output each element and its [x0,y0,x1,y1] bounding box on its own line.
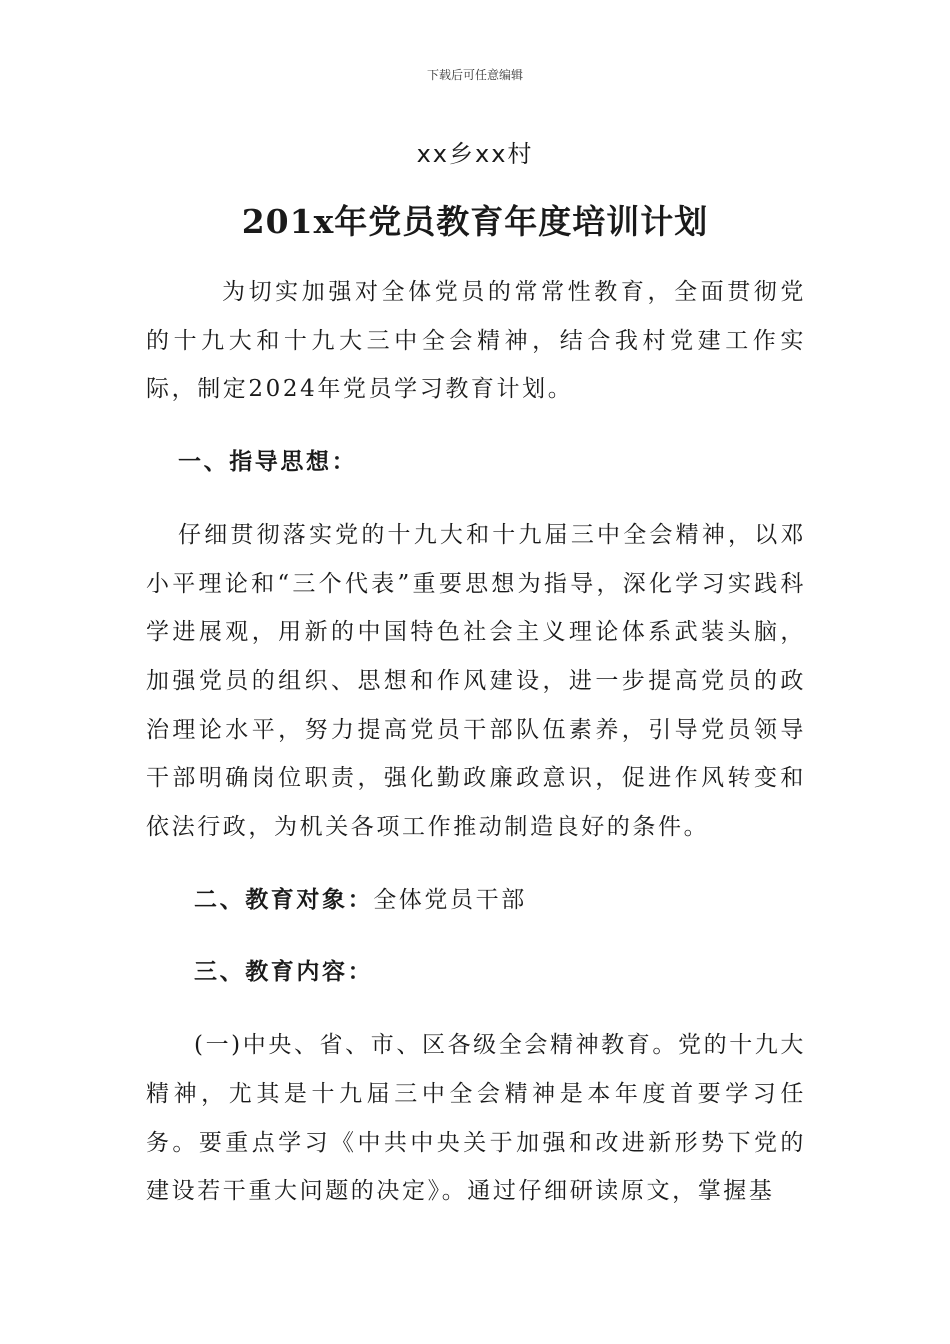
section1-paragraph: 仔细贯彻落实党的十九大和十九届三中全会精神，以邓小平理论和“三个代表”重要思想为指导，深化学习实践科学进展观，用新的中国特色社会主义理论体系武装头脑，加强党员的组织、思想和作风建设，进一步提高党员的政治理论水平，努力提高党员干部队伍素养，引导党员领导干部明确岗位职责，强化勤政廉政意识，促进作风转变和依法行政，为机关各项工作推动制造良好的条件。 [146,521,806,841]
section3-heading-line [146,948,806,997]
intro-paragraph: 为切实加强对全体党员的常常性教育，全面贯彻党的十九大和十九大三中全会精神，结合我村党建工作实际，制定2024年党员学习教育计划。 [146,279,806,403]
section2-text: 全体党员干部 [373,886,527,913]
spacer [146,997,806,1021]
section3-heading: 三、教育内容： [194,959,374,986]
document-title: 201x年党员教育年度培训计划 [241,202,709,241]
section1-heading: 一、指导思想： [178,449,358,476]
section3-item1-paragraph: (一)中央、省、市、区各级全会精神教育。党的十九大精神，尤其是十九届三中全会精神是本年度首要学习任务。要重点学习《中共中央关于加强和改进新形势下党的建设若干重大问题的决定》。通过仔细研读原文，掌握基 [146,1032,806,1205]
spacer [146,852,806,876]
section1-heading-line [146,438,806,487]
spacer [146,487,806,511]
spacer [146,414,806,438]
header-note: 下载后可任意编辑 [426,68,523,82]
section2-heading: 二、教育对象： [194,886,374,913]
spacer [146,924,806,948]
document-body [146,268,806,1216]
document-subtitle: xx乡xx村 [416,140,534,168]
section2-line [146,876,806,925]
